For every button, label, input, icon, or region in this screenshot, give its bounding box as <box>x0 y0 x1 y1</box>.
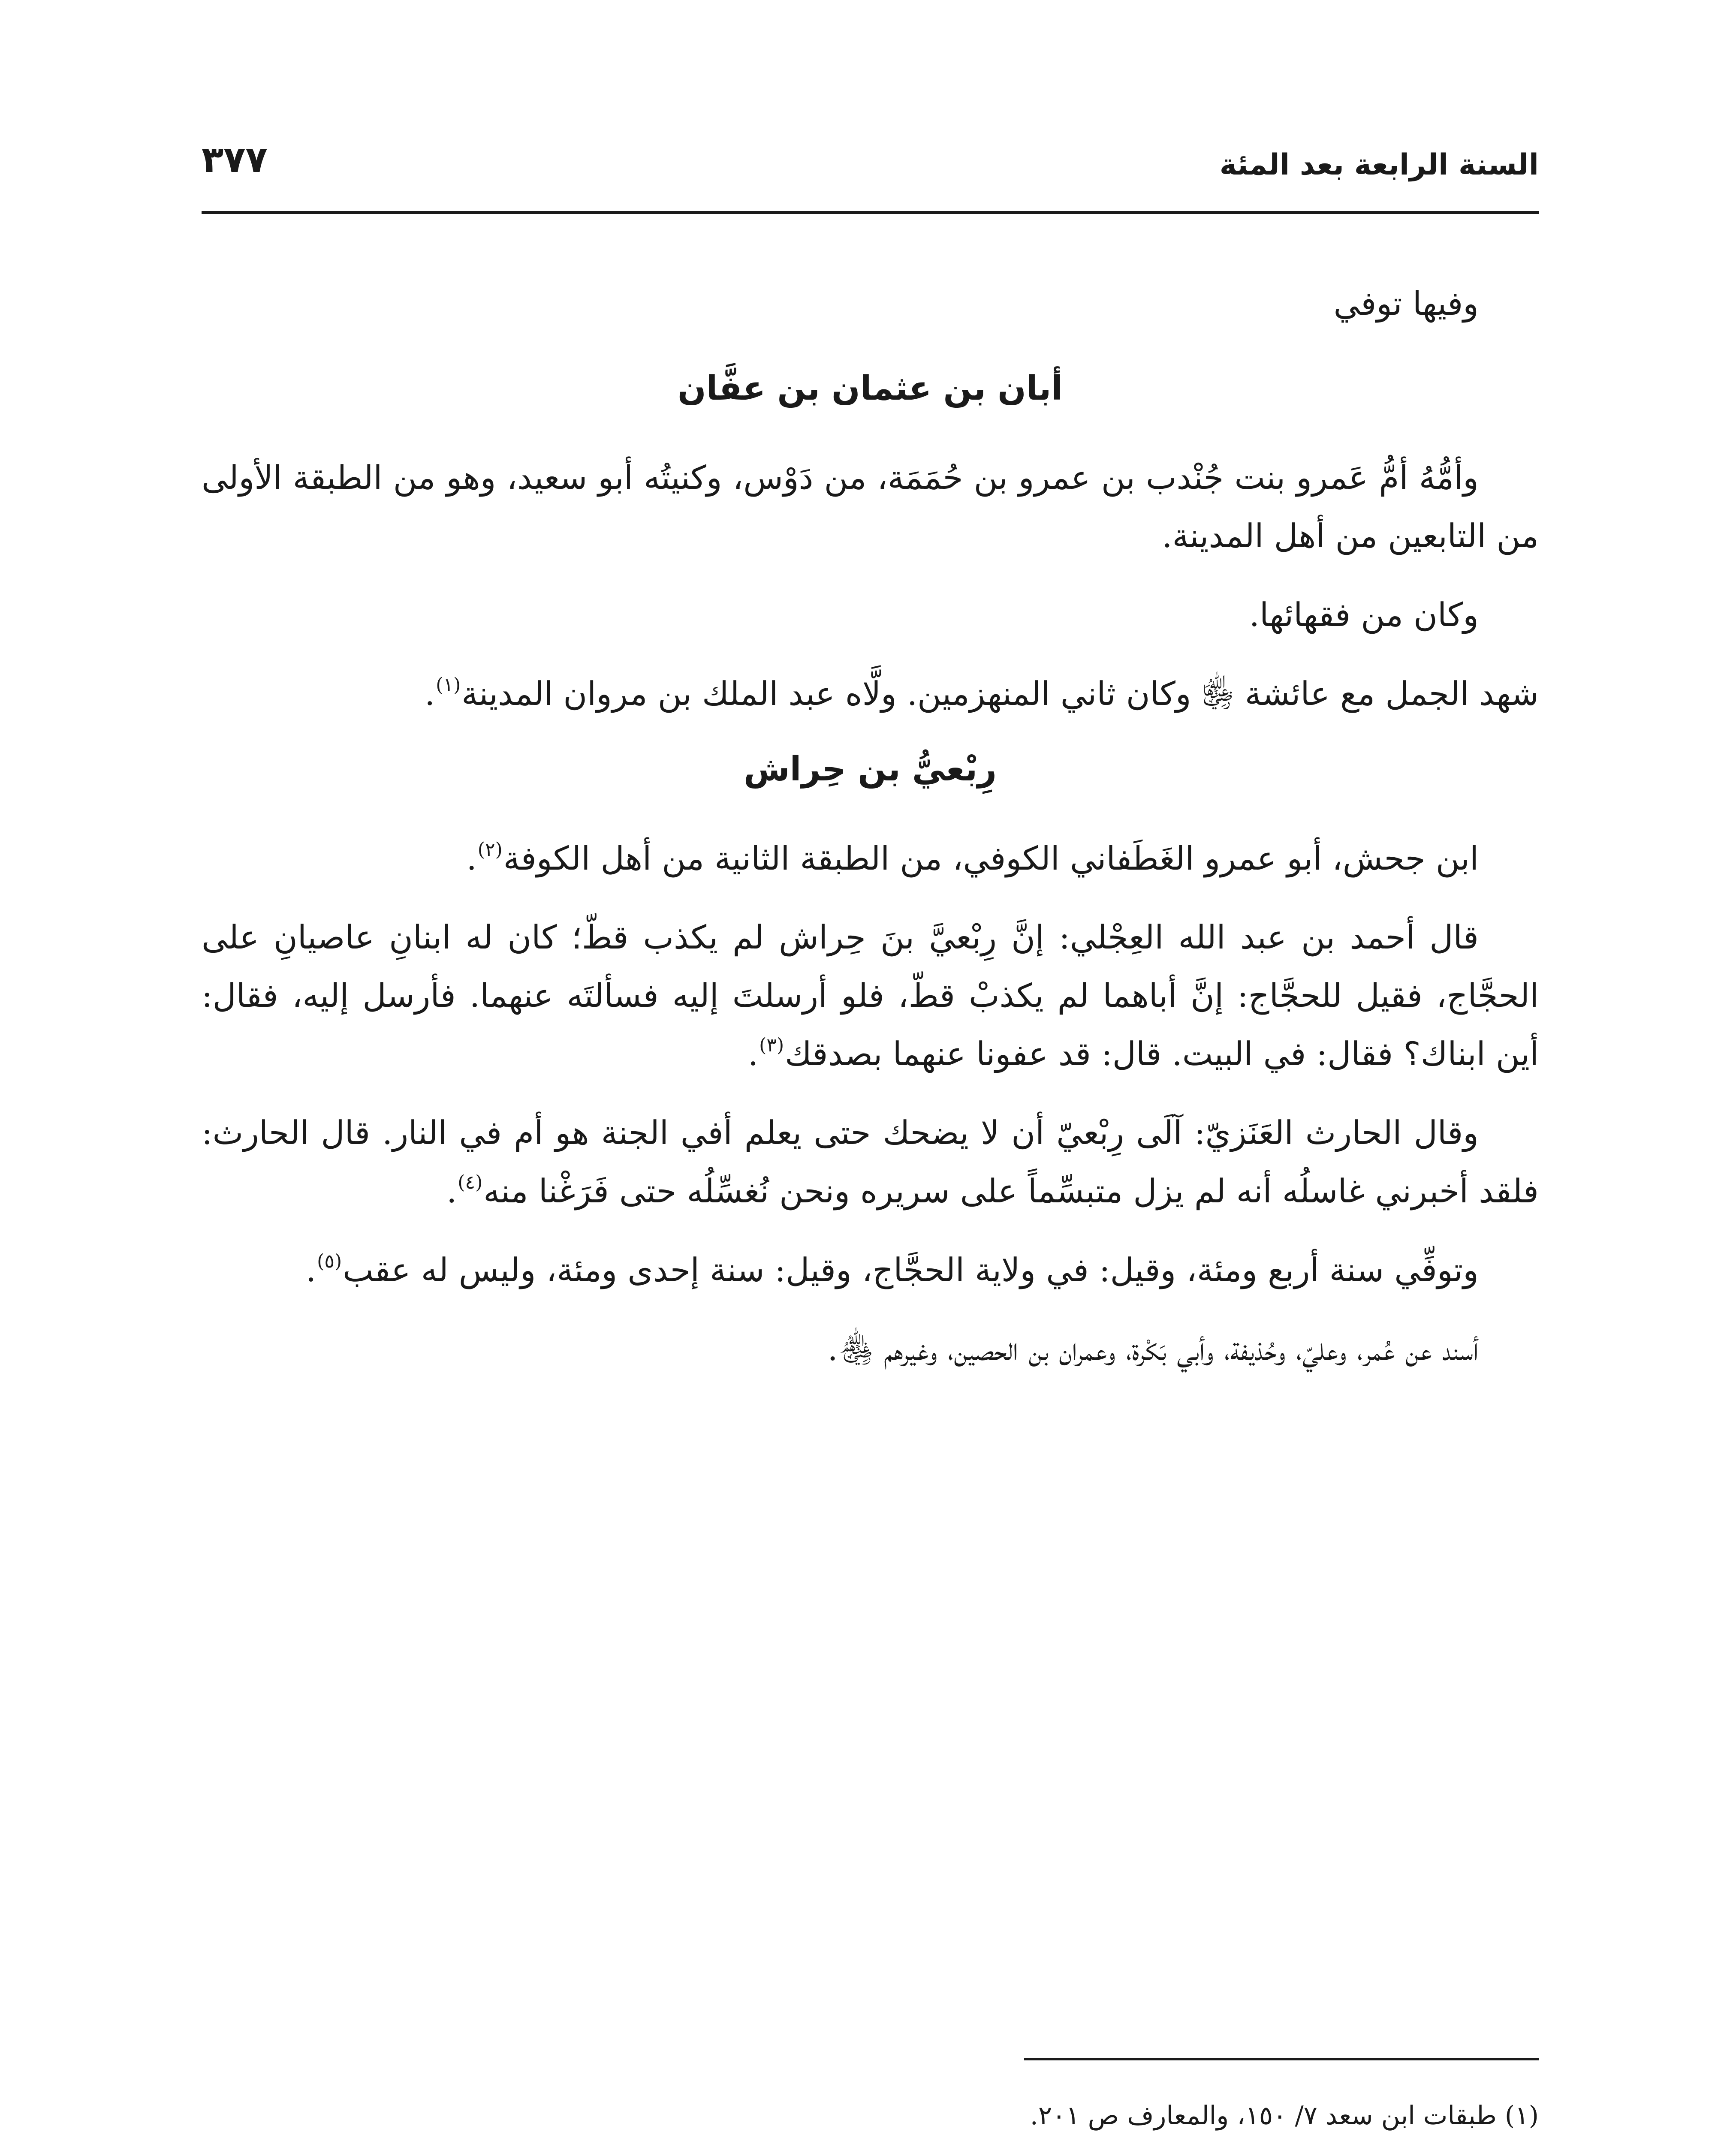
section-heading: رِبْعيُّ بن حِراش <box>743 750 997 789</box>
header-divider <box>202 211 1539 214</box>
paragraph-text: قال أحمد بن عبد الله العِجْلي: إنَّ رِبْعيَّ بنَ حِراش لم يكذب قطّ؛ كان له ابنانِ عاصيانِ على الحجَّاج، فقيل للحجَّاج: إنَّ أباهما لم يكذبْ قطّ، فلو أرسلتَ إليه فسألتَه عنهما. فأرسل إليه، فقال: أين ابناك؟ فقال: في البيت. قال: قد عفونا عنهما بصدقك <box>202 918 1539 1073</box>
paragraph-text: شهد الجمل مع عائشة ﵂ وكان ثاني المنهزمين. ولَّاه عبد الملك بن مروان المدينة <box>461 675 1539 713</box>
paragraph <box>202 1320 1539 1378</box>
sentence-period: . <box>747 1035 759 1073</box>
running-header-title: السنة الرابعة بعد المئة <box>1219 148 1539 182</box>
footnotes <box>202 2088 1539 2144</box>
running-header <box>202 139 1539 199</box>
paragraph <box>202 908 1539 1083</box>
paragraph <box>202 1241 1539 1299</box>
sentence-period: . <box>466 839 477 877</box>
paragraph-text: ابن جحش، أبو عمرو الغَطَفاني الكوفي، من الطبقة الثانية من أهل الكوفة <box>503 839 1479 877</box>
footnote-marker[interactable]: (٢) <box>477 839 503 861</box>
sentence-period: . <box>305 1251 316 1289</box>
section-heading: أبان بن عثمان بن عفَّان <box>677 369 1063 408</box>
opening-line: وفيها توفي <box>1333 284 1479 322</box>
footnote-marker[interactable]: (٣) <box>759 1034 784 1056</box>
paragraph <box>202 829 1539 888</box>
main-text <box>202 274 1539 1399</box>
footnote-marker[interactable]: (٥) <box>317 1250 342 1272</box>
footnote-marker[interactable]: (١) <box>436 674 461 696</box>
sentence-period: . <box>425 675 435 713</box>
paragraph <box>202 665 1539 723</box>
paragraph-text: وقال الحارث العَنَزيّ: آلَى رِبْعيّ أن لا يضحك حتى يعلم أفي الجنة هو أم في النار. قال الحارث: فلقد أخبرني غاسلُه أنه لم يزل متبسِّماً على سريره ونحن نُغسِّلُه حتى فَرَغْنا منه <box>202 1114 1539 1210</box>
paragraph-text: وأمُّهُ أمُّ عَمرو بنت جُنْدب بن عمرو بن حُمَمَة، من دَوْس، وكنيتُه أبو سعيد، وهو من الطبقة الأولى من التابعين من أهل المدينة. <box>202 458 1539 555</box>
sentence-period: . <box>446 1172 457 1210</box>
paragraph-text: أسند عن عُمر، وعليّ، وحُذيفة، وأبي بَكْرة، وعمران بن الحصين، وغيرهم ﵃. <box>827 1330 1479 1368</box>
paragraph <box>202 586 1539 644</box>
paragraph-text: وكان من فقهائها. <box>1249 596 1479 634</box>
paragraph <box>202 449 1539 565</box>
page-number: ٣٧٧ <box>202 139 268 181</box>
footnote-divider <box>1024 2058 1539 2060</box>
paragraph <box>202 1104 1539 1220</box>
paragraph-text: وتوفِّي سنة أربع ومئة، وقيل: في ولاية الحجَّاج، وقيل: سنة إحدى ومئة، وليس له عقب <box>343 1251 1479 1289</box>
footnote-marker[interactable]: (٤) <box>458 1171 483 1193</box>
footnote: (١) طبقات ابن سعد ٧/ ١٥٠، والمعارف ص ٢٠١. <box>1030 2101 1539 2131</box>
